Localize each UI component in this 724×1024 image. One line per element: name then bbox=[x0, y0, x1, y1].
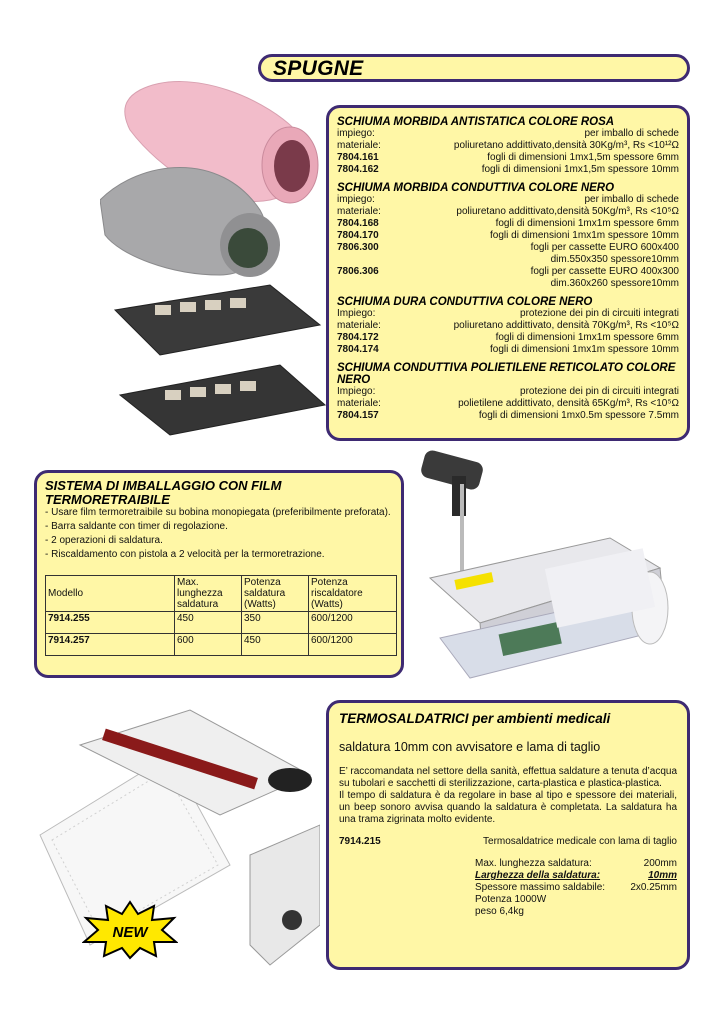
table-header-cell: Modello bbox=[46, 576, 175, 612]
foam-section-1 bbox=[337, 116, 679, 176]
product-code: 7806.306 bbox=[337, 266, 379, 277]
row-value: per imballo di schede bbox=[584, 128, 679, 139]
row-value: fogli di dimensioni 1mx1,5m spessore 10mm bbox=[481, 164, 679, 175]
table-cell: 7914.255 bbox=[46, 612, 175, 634]
medical-sealer-paragraph: E’ raccomandata nel settore della sanità, effettua saldature a tenuta d’acqua su tubolari e sacchetti di sterilizzazione, carta-plastica e plastica-plastica. bbox=[339, 766, 677, 789]
product-code: 7806.300 bbox=[337, 242, 379, 253]
bullet-item: - 2 operazioni di saldatura. bbox=[45, 535, 163, 546]
table-header-cell: Max. lunghezza saldatura bbox=[175, 576, 242, 612]
spec-row bbox=[475, 870, 677, 882]
product-code: 7804.174 bbox=[337, 344, 379, 355]
spec-row bbox=[475, 882, 677, 894]
foam-photo bbox=[100, 60, 330, 450]
spec-label: Spessore massimo saldabile: bbox=[475, 882, 606, 893]
row-label: impiego: bbox=[337, 194, 375, 205]
table-row bbox=[46, 612, 397, 634]
table-header-row bbox=[46, 576, 397, 612]
table-cell: 600/1200 bbox=[309, 612, 397, 634]
row-label: materiale: bbox=[337, 206, 381, 217]
film-system-bullets bbox=[45, 507, 393, 561]
row-value: fogli per cassette EURO 600x400 bbox=[530, 242, 679, 253]
foam-specs-box bbox=[326, 105, 690, 441]
row-value: protezione dei pin di circuiti integrati bbox=[520, 386, 679, 397]
table-cell: 350 bbox=[242, 612, 309, 634]
row-value: dim.550x350 spessore10mm bbox=[550, 254, 679, 265]
row-value: protezione dei pin di circuiti integrati bbox=[520, 308, 679, 319]
row-label: Impiego: bbox=[337, 386, 376, 397]
spec-row bbox=[475, 858, 677, 870]
row-value: poliuretano addittivato, densità 70Kg/m³, Rs <10⁵Ω bbox=[453, 320, 679, 331]
table-cell: 600 bbox=[175, 634, 242, 656]
film-system-box bbox=[34, 470, 404, 678]
row-value: fogli di dimensioni 1mx1m spessore 10mm bbox=[490, 344, 679, 355]
spec-list bbox=[475, 858, 677, 918]
medical-sealer-subtitle: saldatura 10mm con avvisatore e lama di taglio bbox=[339, 740, 601, 754]
foam-section-title: SCHIUMA CONDUTTIVA POLIETILENE RETICOLATO COLORE NERO bbox=[337, 362, 676, 386]
product-code: 7914.215 bbox=[339, 836, 381, 847]
spec-label: Larghezza della saldatura: bbox=[475, 870, 601, 881]
product-code: 7804.161 bbox=[337, 152, 379, 163]
spec-value: 10mm bbox=[648, 870, 677, 881]
product-description: Termosaldatrice medicale con lama di taglio bbox=[483, 836, 677, 847]
bullet-item: - Barra saldante con timer di regolazione. bbox=[45, 521, 228, 532]
foam-section-3 bbox=[337, 296, 679, 356]
bullet-item: - Riscaldamento con pistola a 2 velocità per la termoretrazione. bbox=[45, 549, 325, 560]
row-value: dim.360x260 spessore10mm bbox=[550, 278, 679, 289]
row-value: fogli di dimensioni 1mx1m spessore 6mm bbox=[495, 218, 679, 229]
product-code: 7804.157 bbox=[337, 410, 379, 421]
spec-value: 200mm bbox=[643, 858, 677, 869]
shrink-wrap-machine-photo bbox=[400, 448, 690, 688]
row-value: polietilene addittivato, densità 65Kg/m³, Rs <10⁵Ω bbox=[458, 398, 679, 409]
film-system-title: SISTEMA DI IMBALLAGGIO CON FILM bbox=[45, 478, 282, 493]
foam-section-title: SCHIUMA DURA CONDUTTIVA COLORE NERO bbox=[337, 296, 593, 308]
bullet-item: - Usare film termoretraibile su bobina monopiegata (preferibilmente preforata). bbox=[45, 507, 391, 518]
table-cell: 450 bbox=[175, 612, 242, 634]
product-code: 7804.172 bbox=[337, 332, 379, 343]
table-cell: 600/1200 bbox=[309, 634, 397, 656]
spec-row: Potenza 1000W bbox=[475, 894, 547, 905]
row-label: materiale: bbox=[337, 398, 381, 409]
row-label: materiale: bbox=[337, 140, 381, 151]
foam-section-4 bbox=[337, 362, 679, 422]
spec-label: Max. lunghezza saldatura: bbox=[475, 858, 592, 869]
medical-sealer-box bbox=[326, 700, 690, 970]
foam-section-title: SCHIUMA MORBIDA ANTISTATICA COLORE ROSA bbox=[337, 116, 615, 128]
spec-row: peso 6,4kg bbox=[475, 906, 524, 917]
conductive-foam-sheet-1 bbox=[115, 285, 320, 355]
table-row bbox=[46, 634, 397, 656]
conductive-foam-sheet-2 bbox=[120, 365, 325, 435]
table-cell: 450 bbox=[242, 634, 309, 656]
spec-value: 2x0.25mm bbox=[630, 882, 677, 893]
row-value: fogli di dimensioni 1mx1,5m spessore 6mm bbox=[487, 152, 679, 163]
page-title: SPUGNE bbox=[273, 57, 364, 80]
row-label: materiale: bbox=[337, 320, 381, 331]
film-system-title-line2: TERMORETRAIBILE bbox=[45, 492, 170, 507]
row-value: fogli per cassette EURO 400x300 bbox=[530, 266, 679, 277]
row-label: Impiego: bbox=[337, 308, 376, 319]
row-value: poliuretano addittivato,densità 30Kg/m³, Rs <10¹²Ω bbox=[453, 140, 679, 151]
table-header-cell: Potenza riscaldatore (Watts) bbox=[309, 576, 397, 612]
row-label: impiego: bbox=[337, 128, 375, 139]
row-value: poliuretano addittivato,densità 50Kg/m³, Rs <10⁵Ω bbox=[456, 206, 679, 217]
product-code: 7804.162 bbox=[337, 164, 379, 175]
row-value: per imballo di schede bbox=[584, 194, 679, 205]
row-value: fogli di dimensioni 1mx0.5m spessore 7.5mm bbox=[478, 410, 679, 421]
foam-section-title: SCHIUMA MORBIDA CONDUTTIVA COLORE NERO bbox=[337, 182, 615, 194]
film-system-table bbox=[45, 575, 397, 656]
table-header-cell: Potenza saldatura (Watts) bbox=[242, 576, 309, 612]
new-badge bbox=[82, 900, 178, 960]
product-code: 7804.170 bbox=[337, 230, 379, 241]
medical-sealer-paragraph: Il tempo di saldatura è da regolare in base al tipo e spessore dei materiali, un beep sonoro avvisa quando la saldatura è completata. La saldatura ha una trama zigrinata molto evidente. bbox=[339, 790, 677, 825]
medical-sealer-title: TERMOSALDATRICI per ambienti medicali bbox=[339, 711, 611, 726]
foam-section-2 bbox=[337, 182, 679, 290]
table-cell: 7914.257 bbox=[46, 634, 175, 656]
row-value: fogli di dimensioni 1mx1m spessore 6mm bbox=[495, 332, 679, 343]
product-code: 7804.168 bbox=[337, 218, 379, 229]
row-value: fogli di dimensioni 1mx1m spessore 10mm bbox=[490, 230, 679, 241]
new-badge-label: NEW bbox=[112, 924, 148, 941]
product-line bbox=[339, 836, 677, 848]
